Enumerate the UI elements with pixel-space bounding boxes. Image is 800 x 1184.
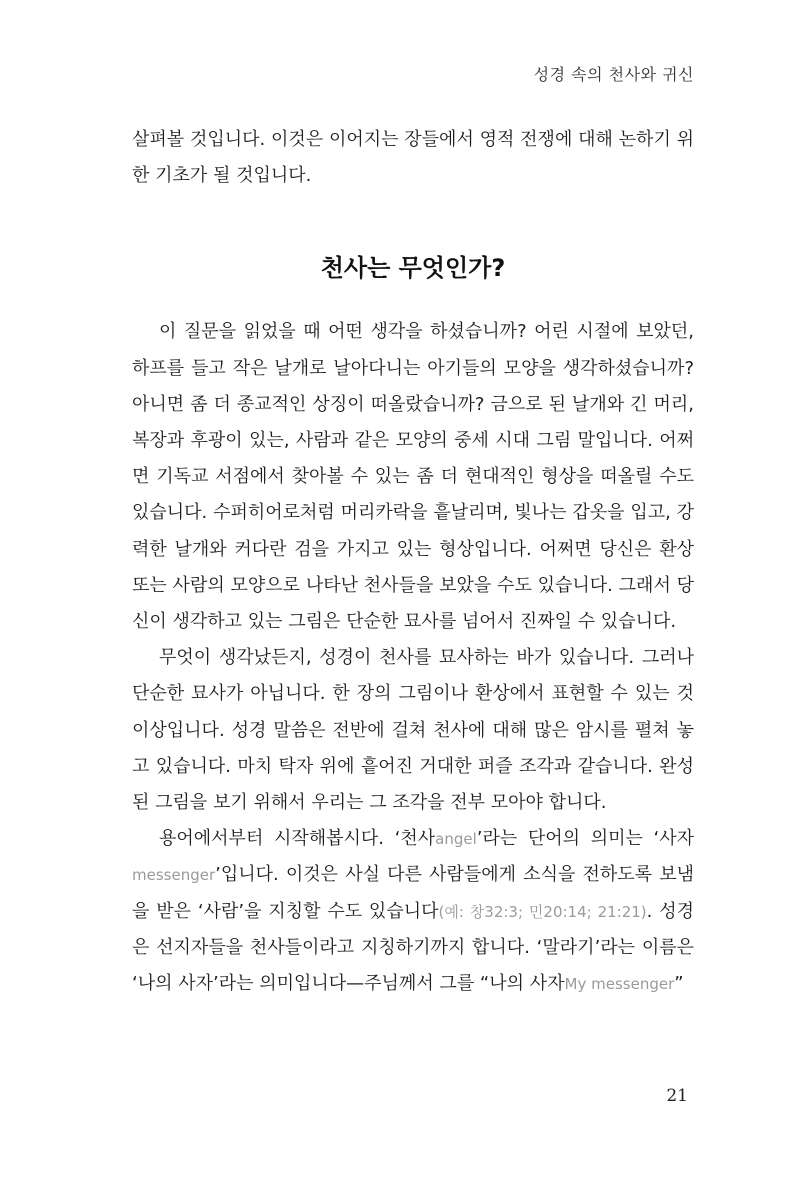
section-heading: 천사는 무엇인가? [320, 254, 506, 283]
body-paragraph-1: 이 질문을 읽었을 때 어떤 생각을 하셨습니까? 어린 시절에 보았던, 하프를 들고 작은 날개로 날아다니는 아기들의 모양을 생각하셨습니까? 아니면 좀 더 종교적인 상징이 떠올랐습니까? 금으로 된 날개와 긴 머리, 복장과 후광이 있는, 사람과 같은 모양의 중세 시대 그림 말입니다. 어쩌면 기독교 서점에서 찾아볼 수 있는 좀 더 현대적인 형상을 떠올릴 수도 있습니다. 수퍼히어로처럼 머리카락을 흩날리며, 빛나는 갑옷을 입고, 강력한 날개와 커다란 검을 가지고 있는 형상입니다. 어쩌면 당신은 환상 또는 사람의 모양으로 나타난 천사들을 보았을 수도 있습니다. 그래서 당신이 생각하고 있는 그림은 단순한 묘사를 넘어서 진짜일 수 있습니다. [132, 321, 694, 633]
paragraph-text: ” [674, 973, 684, 995]
paragraph-text: ’라는 단어의 의미는 ‘사자 [476, 828, 694, 850]
paragraph-text: 용어에서부터 시작해봅시다. ‘천사 [159, 828, 436, 850]
page-number: 21 [666, 1086, 688, 1106]
running-header: 성경 속의 천사와 귀신 [533, 65, 694, 84]
paragraph-text: ’입니다. 이것은 사실 다른 사람들에게 소식을 전하도록 보냄을 받은 ‘사람’을 지칭할 수도 있습니다 [132, 864, 694, 922]
intro-paragraph: 살펴볼 것입니다. 이것은 이어지는 장들에서 영적 전쟁에 대해 논하기 위한 기초가 될 것입니다. [132, 129, 694, 187]
body-paragraph-3 [132, 821, 694, 1002]
scripture-reference: (예: 창32:3; 민20:14; 21:21) [438, 902, 647, 921]
body-paragraph-2: 무엇이 생각났든지, 성경이 천사를 묘사하는 바가 있습니다. 그러나 단순한 묘사가 아닙니다. 한 장의 그림이나 환상에서 표현할 수 있는 것 이상입니다. 성경 말씀은 전반에 걸쳐 천사에 대해 많은 암시를 펼쳐 놓고 있습니다. 마치 탁자 위에 흩어진 거대한 퍼즐 조각과 같습니다. 완성된 그림을 보기 위해서 우리는 그 조각을 전부 모아야 합니다. [132, 647, 694, 814]
paragraph-text: . 성경은 선지자들을 천사들이라고 지칭하기까지 합니다. ‘말라기’라는 이름은 ‘나의 사자’라는 의미입니다—주님께서 그를 “나의 사자 [132, 900, 694, 995]
english-gloss: My messenger [564, 975, 675, 994]
english-gloss: messenger [132, 866, 216, 885]
english-gloss: angel [435, 830, 477, 849]
page-body [132, 122, 694, 1002]
